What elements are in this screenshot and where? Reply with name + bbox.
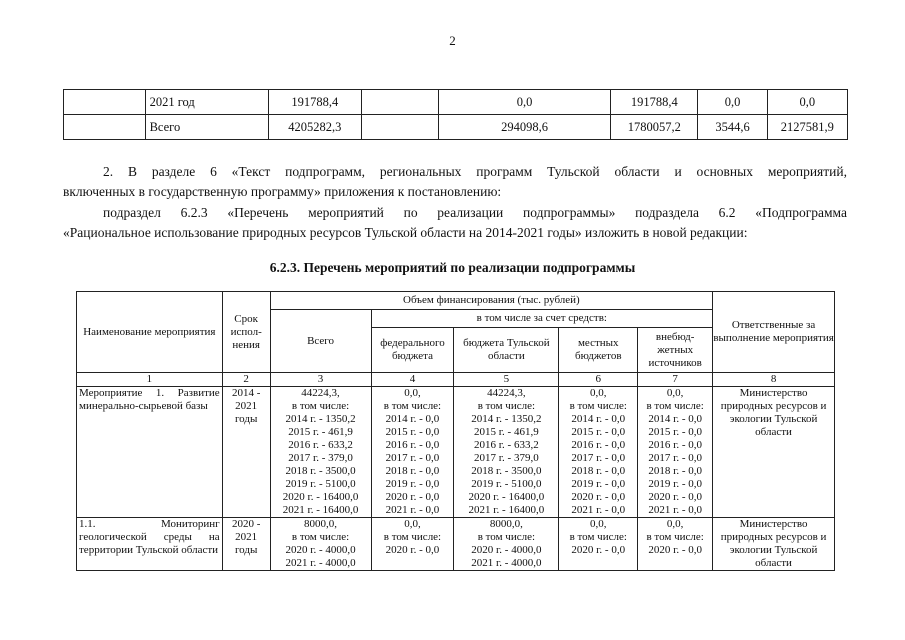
- header-name: Наименование мероприятия: [77, 292, 223, 373]
- funding-line: 8000,0,: [304, 518, 338, 530]
- funding-line: в том числе:: [477, 400, 536, 412]
- responsible: Министерство природных ресурсов и экологии Тульской области: [713, 387, 835, 518]
- funding-line: 2017 г. - 0,0: [385, 452, 440, 464]
- local-funding: [559, 387, 638, 518]
- funding-line: в том числе:: [646, 531, 704, 543]
- activity-term: 2014 - 2021 годы: [222, 387, 270, 518]
- top-summary-table: [63, 89, 848, 140]
- activity-term: 2020 - 2021 годы: [222, 518, 270, 571]
- funding-line: 2021 г. - 4000,0: [285, 557, 356, 569]
- funding-line: 2018 г. - 0,0: [648, 465, 702, 477]
- column-number: 5: [454, 373, 559, 387]
- funding-line: 0,0,: [404, 518, 421, 530]
- funding-line: 2019 г. - 0,0: [571, 478, 626, 490]
- table-row: [64, 90, 848, 115]
- column-number: 8: [713, 373, 835, 387]
- funding-line: 2020 г. - 0,0: [385, 544, 440, 556]
- federal-funding: [371, 518, 454, 571]
- funding-line: 8000,0,: [489, 518, 523, 530]
- responsible: Министерство природных ресурсов и экологии Тульской области: [713, 518, 835, 571]
- funding-line: 2021 г. - 16400,0: [282, 504, 359, 516]
- funding-line: 2015 г. - 0,0: [648, 426, 702, 438]
- paragraph-2-line-1: подраздел 6.2.3 «Перечень мероприятий по реализации подпрограммы» подраздела 6.2 «Подпрограмма: [103, 205, 847, 220]
- funding-line: 2019 г. - 0,0: [648, 478, 702, 490]
- funding-line: 2014 г. - 1350,2: [471, 413, 542, 425]
- header-federal: федерального бюджета: [371, 328, 454, 373]
- funding-line: 2021 г. - 4000,0: [471, 557, 542, 569]
- funding-line: 2016 г. - 633,2: [474, 439, 539, 451]
- extra-funding: [638, 387, 713, 518]
- funding-line: 2014 г. - 0,0: [385, 413, 440, 425]
- funding-line: 2015 г. - 0,0: [571, 426, 626, 438]
- funding-line: в том числе:: [646, 400, 704, 412]
- funding-line: 2020 г. - 4000,0: [471, 544, 542, 556]
- funding-line: 2020 г. - 16400,0: [282, 491, 359, 503]
- table-row: [64, 115, 848, 140]
- table-cell: 3544,6: [698, 115, 767, 140]
- table-cell: 191788,4: [269, 90, 362, 115]
- header-responsible: Ответственные за выполнение мероприятия: [713, 292, 835, 373]
- funding-line: 2019 г. - 5100,0: [471, 478, 542, 490]
- funding-line: 2021 г. - 16400,0: [468, 504, 545, 516]
- regional-funding: [454, 518, 559, 571]
- column-number: 6: [559, 373, 638, 387]
- table-cell: Всего: [145, 115, 269, 140]
- funding-line: 2017 г. - 379,0: [288, 452, 353, 464]
- funding-line: 2016 г. - 0,0: [385, 439, 440, 451]
- funding-line: в том числе:: [291, 531, 350, 543]
- column-numbers-row: [77, 373, 835, 387]
- funding-line: 2020 г. - 0,0: [385, 491, 440, 503]
- section-title: 6.2.3. Перечень мероприятий по реализации подпрограммы: [269, 260, 636, 275]
- table-cell: 0,0: [698, 90, 767, 115]
- header-funding: Объем финансирования (тыс. рублей): [270, 292, 713, 310]
- activities-table: [76, 291, 835, 571]
- funding-line: 2019 г. - 5100,0: [285, 478, 356, 490]
- page-number: 2: [449, 33, 456, 48]
- funding-line: 44224,3,: [301, 387, 340, 399]
- funding-line: 2020 г. - 0,0: [571, 544, 626, 556]
- regional-funding: [454, 387, 559, 518]
- funding-line: в том числе:: [383, 531, 442, 543]
- table-cell: 1780057,2: [611, 115, 698, 140]
- header-total: Всего: [270, 310, 371, 373]
- funding-line: 2017 г. - 0,0: [648, 452, 702, 464]
- funding-line: 2015 г. - 461,9: [474, 426, 539, 438]
- table-cell: 2127581,9: [767, 115, 847, 140]
- funding-line: 2017 г. - 379,0: [474, 452, 539, 464]
- activity-name: Мероприятие 1. Развитие минерально-сырьевой базы: [77, 387, 223, 518]
- funding-line: 2021 г. - 0,0: [571, 504, 626, 516]
- funding-line: 2020 г. - 0,0: [648, 544, 702, 556]
- funding-line: 0,0,: [666, 387, 684, 399]
- table-row: [77, 518, 835, 571]
- funding-line: 2020 г. - 0,0: [571, 491, 626, 503]
- funding-line: в том числе:: [383, 400, 442, 412]
- funding-line: 0,0,: [590, 387, 607, 399]
- funding-line: 2014 г. - 0,0: [648, 413, 702, 425]
- funding-line: 2014 г. - 1350,2: [285, 413, 356, 425]
- funding-line: 2018 г. - 0,0: [571, 465, 626, 477]
- paragraph-1-line-2: включенных в государственную программу» приложения к постановлению:: [63, 184, 502, 199]
- total-funding: [270, 518, 371, 571]
- column-number: 3: [270, 373, 371, 387]
- table-cell: [361, 115, 438, 140]
- column-number: 4: [371, 373, 454, 387]
- column-number: 7: [638, 373, 713, 387]
- funding-line: 0,0,: [404, 387, 421, 399]
- funding-line: в том числе:: [291, 400, 350, 412]
- funding-line: 2015 г. - 0,0: [385, 426, 440, 438]
- funding-line: 2020 г. - 16400,0: [468, 491, 545, 503]
- table-cell: 0,0: [438, 90, 610, 115]
- column-number: 1: [77, 373, 223, 387]
- funding-line: 0,0,: [590, 518, 607, 530]
- funding-line: 2018 г. - 3500,0: [471, 465, 542, 477]
- funding-line: 2020 г. - 0,0: [648, 491, 702, 503]
- funding-line: 2017 г. - 0,0: [571, 452, 626, 464]
- funding-line: 2016 г. - 633,2: [288, 439, 353, 451]
- header-regional: бюджета Тульской области: [454, 328, 559, 373]
- table-cell: 294098,6: [438, 115, 610, 140]
- table-cell: [64, 90, 146, 115]
- header-including: в том числе за счет средств:: [371, 310, 713, 328]
- column-number: 2: [222, 373, 270, 387]
- table-cell: [64, 115, 146, 140]
- header-term: Срок испол-нения: [222, 292, 270, 373]
- table-cell: 191788,4: [611, 90, 698, 115]
- table-cell: 0,0: [767, 90, 847, 115]
- funding-line: 0,0,: [666, 518, 684, 530]
- funding-line: 2020 г. - 4000,0: [285, 544, 356, 556]
- extra-funding: [638, 518, 713, 571]
- funding-line: в том числе:: [569, 400, 627, 412]
- funding-line: 2019 г. - 0,0: [385, 478, 440, 490]
- funding-line: в том числе:: [569, 531, 627, 543]
- table-cell: [361, 90, 438, 115]
- federal-funding: [371, 387, 454, 518]
- paragraph-1-line-1: 2. В разделе 6 «Текст подпрограмм, региональных программ Тульской области и основных мероприятий,: [103, 164, 847, 179]
- local-funding: [559, 518, 638, 571]
- funding-line: 2014 г. - 0,0: [571, 413, 626, 425]
- header-local: местных бюджетов: [559, 328, 638, 373]
- funding-line: 2021 г. - 0,0: [385, 504, 440, 516]
- funding-line: 2021 г. - 0,0: [648, 504, 702, 516]
- funding-line: 2016 г. - 0,0: [648, 439, 702, 451]
- header-extra: внебюд-жетных источников: [638, 328, 713, 373]
- funding-line: 2018 г. - 0,0: [385, 465, 440, 477]
- activity-name: 1.1. Мониторинг геологической среды на территории Тульской области: [77, 518, 223, 571]
- funding-line: 2018 г. - 3500,0: [285, 465, 356, 477]
- funding-line: 44224,3,: [487, 387, 526, 399]
- funding-line: 2015 г. - 461,9: [288, 426, 353, 438]
- funding-line: 2016 г. - 0,0: [571, 439, 626, 451]
- funding-line: в том числе:: [477, 531, 536, 543]
- table-row: [77, 387, 835, 518]
- total-funding: [270, 387, 371, 518]
- header-row: [77, 292, 835, 310]
- table-cell: 2021 год: [145, 90, 269, 115]
- table-cell: 4205282,3: [269, 115, 362, 140]
- paragraph-2-line-2: «Рациональное использование природных ресурсов Тульской области на 2014-2021 годы» изложить в новой редакции:: [63, 225, 748, 240]
